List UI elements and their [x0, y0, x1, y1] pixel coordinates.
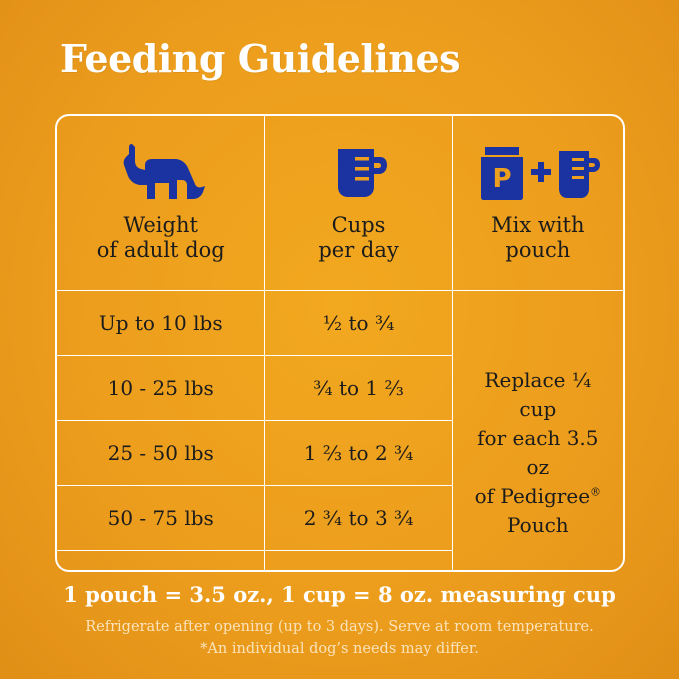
cell-mix-with-pouch: [452, 291, 623, 573]
registered-mark: ®: [590, 485, 602, 499]
measuring-cup-icon: [271, 139, 445, 201]
dog-icon: [63, 139, 258, 201]
svg-text:P: P: [492, 164, 512, 195]
footer-disclaimer: *An individual dog’s needs may differ.: [200, 640, 479, 657]
footer: [0, 582, 679, 661]
mix-line1: Replace ¼ cup: [484, 367, 592, 421]
cell-weight: 10 - 25 lbs: [57, 356, 265, 421]
header-weight-line2: of adult dog: [96, 238, 225, 262]
cell-cups: ½ to ¾: [265, 291, 452, 356]
header-mix-line1: Mix with: [491, 213, 585, 238]
pouch-plus-cup-icon: [459, 139, 617, 201]
header-mix-line2: pouch: [505, 238, 571, 262]
measuring-cup-small-icon: [559, 151, 600, 198]
cell-cups: ¾ to 1 ⅔: [265, 356, 452, 421]
header-cups-line1: Cups: [331, 213, 386, 238]
cell-cups: 1 ⅔ to 2 ¾: [265, 421, 452, 486]
table-row: [57, 291, 623, 356]
page-title: Feeding Guidelines: [60, 36, 461, 81]
footer-storage-note: Refrigerate after opening (up to 3 days). Serve at room temperature.: [85, 619, 594, 635]
mix-line4: Pouch: [507, 512, 569, 537]
cell-weight: 50 - 75 lbs: [57, 486, 265, 551]
mix-line3-wrap: [467, 482, 609, 511]
footer-conversion-note: 1 pouch = 3.5 oz., 1 cup = 8 oz. measuring cup: [63, 582, 616, 607]
cell-weight: Up to 10 lbs: [57, 291, 265, 356]
cell-weight: 25 - 50 lbs: [57, 421, 265, 486]
mix-line3: of Pedigree: [474, 483, 591, 508]
cell-weight: [57, 551, 265, 573]
mix-line2: for each 3.5 oz: [477, 425, 599, 479]
cell-cups: 2 ¾ to 3 ¾: [265, 486, 452, 551]
header-cell-mix: [452, 116, 623, 291]
cell-cups: [265, 551, 452, 573]
header-cups-line2: per day: [318, 238, 399, 262]
feeding-table-container: [55, 114, 625, 572]
plus-icon: [531, 162, 551, 182]
feeding-table: [57, 116, 623, 572]
header-cell-cups: [265, 116, 452, 291]
table-header-row: [57, 116, 623, 291]
pouch-icon: [481, 147, 523, 200]
header-cell-weight: [57, 116, 265, 291]
header-weight-line1: Weight: [123, 213, 198, 238]
